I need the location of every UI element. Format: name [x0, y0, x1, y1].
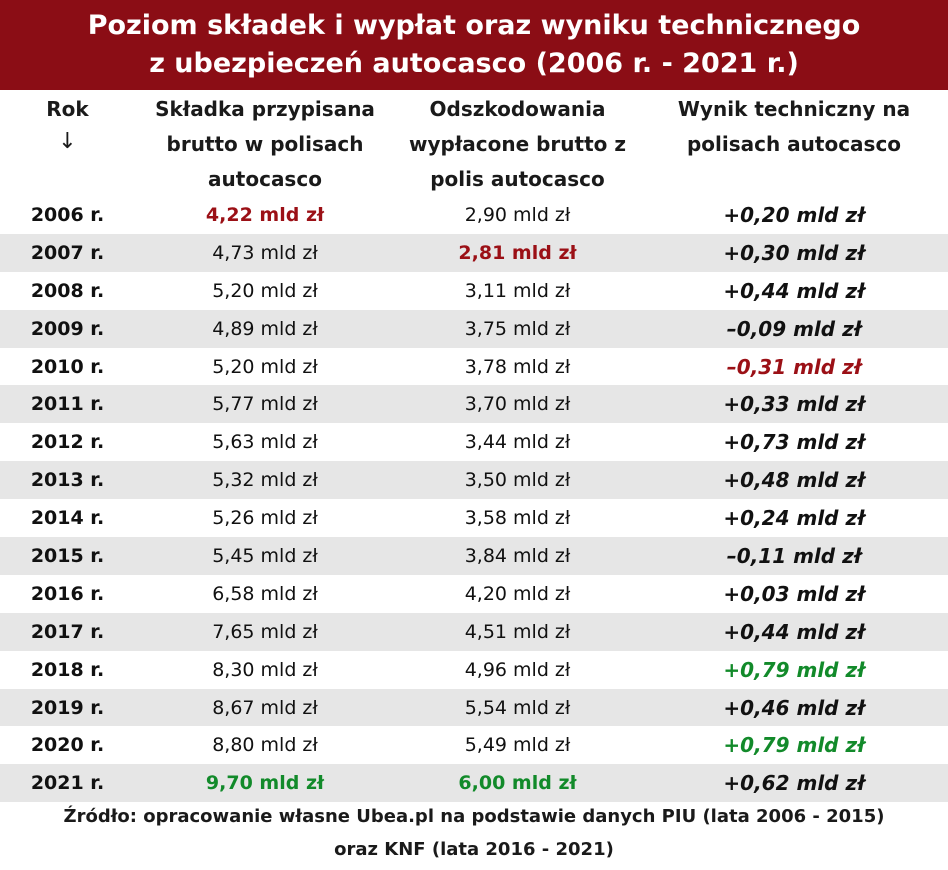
- result-cell: +0,20 mld zł: [723, 202, 865, 227]
- year-cell: 2007 r.: [30, 241, 105, 264]
- premium-cell: 5,26 mld zł: [212, 507, 318, 530]
- result-cell: +0,79 mld zł: [723, 657, 865, 682]
- arrow-down-icon: ↓: [58, 129, 77, 154]
- source-note: [0, 800, 948, 866]
- year-cell: 2018 r.: [30, 658, 105, 681]
- result-cell: +0,44 mld zł: [723, 278, 865, 303]
- result-cell: +0,30 mld zł: [723, 240, 865, 265]
- premium-cell: 4,89 mld zł: [212, 317, 318, 340]
- table-row: [0, 461, 948, 499]
- premium-cell: 5,63 mld zł: [212, 431, 318, 454]
- title-banner: [0, 0, 948, 90]
- header-premium: Składka przypisana brutto w polisach autocasco: [155, 97, 375, 191]
- premium-cell: 4,73 mld zł: [212, 241, 318, 264]
- premium-cell: 7,65 mld zł: [212, 620, 318, 643]
- year-cell: 2020 r.: [30, 734, 105, 757]
- year-cell: 2012 r.: [30, 431, 105, 454]
- year-cell: 2009 r.: [30, 317, 105, 340]
- claims-cell: 4,96 mld zł: [464, 658, 571, 681]
- claims-cell: 3,50 mld zł: [464, 469, 571, 492]
- result-cell: +0,79 mld zł: [723, 733, 865, 758]
- table-row: [0, 310, 948, 348]
- result-cell: +0,03 mld zł: [723, 581, 865, 606]
- table-row: [0, 689, 948, 727]
- year-cell: 2017 r.: [30, 620, 105, 643]
- year-cell: 2010 r.: [30, 355, 105, 378]
- premium-cell: 4,22 mld zł: [205, 203, 325, 226]
- table-body: [0, 196, 948, 802]
- table-row: [0, 272, 948, 310]
- result-cell: +0,33 mld zł: [723, 392, 865, 417]
- result-cell: +0,62 mld zł: [723, 771, 865, 796]
- result-cell: –0,11 mld zł: [726, 543, 862, 568]
- table-row: [0, 499, 948, 537]
- title-line-2: z ubezpieczeń autocasco (2006 r. - 2021 r.): [149, 48, 799, 79]
- claims-cell: 4,20 mld zł: [464, 582, 571, 605]
- header-year-label: Rok: [46, 97, 89, 121]
- year-cell: 2006 r.: [30, 203, 105, 226]
- claims-cell: 5,54 mld zł: [464, 696, 571, 719]
- year-cell: 2021 r.: [30, 772, 105, 795]
- title-line-1: Poziom składek i wypłat oraz wyniku technicznego: [87, 10, 861, 41]
- claims-cell: 4,51 mld zł: [464, 620, 571, 643]
- premium-cell: 8,67 mld zł: [212, 696, 318, 719]
- premium-cell: 6,58 mld zł: [212, 582, 318, 605]
- table-row: [0, 234, 948, 272]
- claims-cell: 2,81 mld zł: [458, 241, 577, 264]
- result-cell: –0,31 mld zł: [726, 354, 862, 379]
- claims-cell: 2,90 mld zł: [464, 203, 571, 226]
- table-row: [0, 385, 948, 423]
- table-row: [0, 348, 948, 386]
- result-cell: –0,09 mld zł: [726, 316, 862, 341]
- source-line-2: oraz KNF (lata 2016 - 2021): [334, 839, 614, 860]
- premium-cell: 5,77 mld zł: [212, 393, 318, 416]
- premium-cell: 8,80 mld zł: [212, 734, 318, 757]
- year-cell: 2013 r.: [30, 469, 105, 492]
- header-year: [0, 90, 135, 197]
- result-cell: +0,48 mld zł: [723, 468, 865, 493]
- claims-cell: 3,11 mld zł: [464, 279, 571, 302]
- year-cell: 2015 r.: [30, 544, 105, 567]
- table-row: [0, 196, 948, 234]
- year-cell: 2016 r.: [30, 582, 105, 605]
- year-cell: 2019 r.: [30, 696, 105, 719]
- claims-cell: 3,70 mld zł: [464, 393, 571, 416]
- source-line-1: Źródło: opracowanie własne Ubea.pl na podstawie danych PIU (lata 2006 - 2015): [63, 806, 885, 827]
- claims-cell: 3,44 mld zł: [464, 431, 571, 454]
- result-cell: +0,24 mld zł: [723, 506, 865, 531]
- table-header: [0, 90, 948, 196]
- claims-cell: 6,00 mld zł: [458, 772, 577, 795]
- table-row: [0, 423, 948, 461]
- premium-cell: 9,70 mld zł: [205, 772, 325, 795]
- result-cell: +0,46 mld zł: [723, 695, 865, 720]
- table-row: [0, 613, 948, 651]
- header-claims: Odszkodowania wypłacone brutto z polis autocasco: [409, 97, 626, 191]
- premium-cell: 5,32 mld zł: [212, 469, 318, 492]
- result-cell: +0,73 mld zł: [723, 430, 865, 455]
- header-result: Wynik techniczny na polisach autocasco: [677, 97, 911, 156]
- claims-cell: 3,58 mld zł: [464, 507, 571, 530]
- premium-cell: 5,45 mld zł: [212, 544, 318, 567]
- table-row: [0, 651, 948, 689]
- table-row: [0, 726, 948, 764]
- table-row: [0, 764, 948, 802]
- claims-cell: 3,75 mld zł: [464, 317, 571, 340]
- claims-cell: 5,49 mld zł: [464, 734, 571, 757]
- year-cell: 2014 r.: [30, 507, 105, 530]
- premium-cell: 5,20 mld zł: [212, 355, 318, 378]
- claims-cell: 3,84 mld zł: [464, 544, 571, 567]
- premium-cell: 8,30 mld zł: [212, 658, 318, 681]
- year-cell: 2008 r.: [30, 279, 105, 302]
- result-cell: +0,44 mld zł: [723, 619, 865, 644]
- table-row: [0, 537, 948, 575]
- year-cell: 2011 r.: [30, 393, 105, 416]
- premium-cell: 5,20 mld zł: [212, 279, 318, 302]
- table-row: [0, 575, 948, 613]
- claims-cell: 3,78 mld zł: [464, 355, 571, 378]
